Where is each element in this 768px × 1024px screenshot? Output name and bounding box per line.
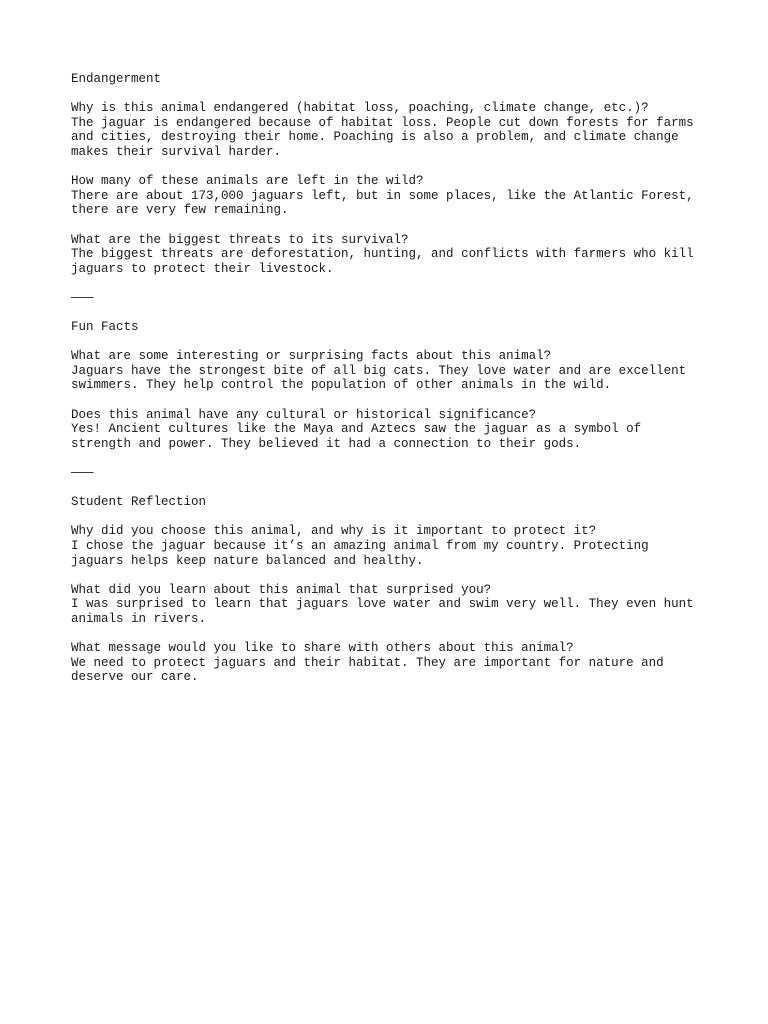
- answer-line: strength and power. They believed it had a connection to their gods.: [71, 436, 582, 451]
- section-title-endangerment: Endangerment: [71, 72, 162, 86]
- section-divider: ———: [71, 290, 94, 305]
- answer-line: There are about 173,000 jaguars left, but in some places, like the Atlantic Forest,: [71, 188, 694, 203]
- answer-line: The jaguar is endangered because of habitat loss. People cut down forests for farms: [71, 115, 694, 130]
- question: What are some interesting or surprising facts about this animal?: [71, 349, 552, 364]
- question: What are the biggest threats to its survival?: [71, 232, 409, 247]
- question: Does this animal have any cultural or historical significance?: [71, 407, 537, 422]
- question: Why is this animal endangered (habitat loss, poaching, climate change, etc.)?: [71, 101, 649, 116]
- answer-line: and cities, destroying their home. Poaching is also a problem, and climate change: [71, 130, 679, 145]
- answer-line: I chose the jaguar because it’s an amazing animal from my country. Protecting: [71, 539, 649, 553]
- document-page: [71, 72, 711, 685]
- answer-line: makes their survival harder.: [71, 144, 282, 159]
- answer-line: Jaguars have the strongest bite of all big cats. They love water and are excellent: [71, 363, 687, 378]
- question: What did you learn about this animal that surprised you?: [71, 582, 492, 597]
- answer-line: animals in rivers.: [71, 611, 207, 626]
- answer-line: there are very few remaining.: [71, 203, 289, 218]
- answer-line: The biggest threats are deforestation, hunting, and conflicts with farmers who kill: [71, 247, 694, 262]
- question: What message would you like to share with others about this animal?: [71, 641, 574, 656]
- answer-line: We need to protect jaguars and their habitat. They are important for nature and: [71, 655, 664, 670]
- answer-line: deserve our care.: [71, 670, 199, 685]
- answer-line: I was surprised to learn that jaguars love water and swim very well. They even hunt: [71, 597, 694, 612]
- question: Why did you choose this animal, and why is it important to protect it?: [71, 524, 597, 539]
- answer-line: Yes! Ancient cultures like the Maya and Aztecs saw the jaguar as a symbol of: [71, 422, 642, 437]
- answer-line: jaguars helps keep nature balanced and healthy.: [71, 553, 424, 568]
- question: How many of these animals are left in the wild?: [71, 174, 424, 189]
- section-divider: ———: [71, 466, 94, 481]
- answer-line: jaguars to protect their livestock.: [71, 261, 334, 276]
- section-title-fun-facts: Fun Facts: [71, 320, 139, 335]
- section-title-student-reflection: Student Reflection: [71, 495, 207, 510]
- answer-line: swimmers. They help control the population of other animals in the wild.: [71, 378, 612, 393]
